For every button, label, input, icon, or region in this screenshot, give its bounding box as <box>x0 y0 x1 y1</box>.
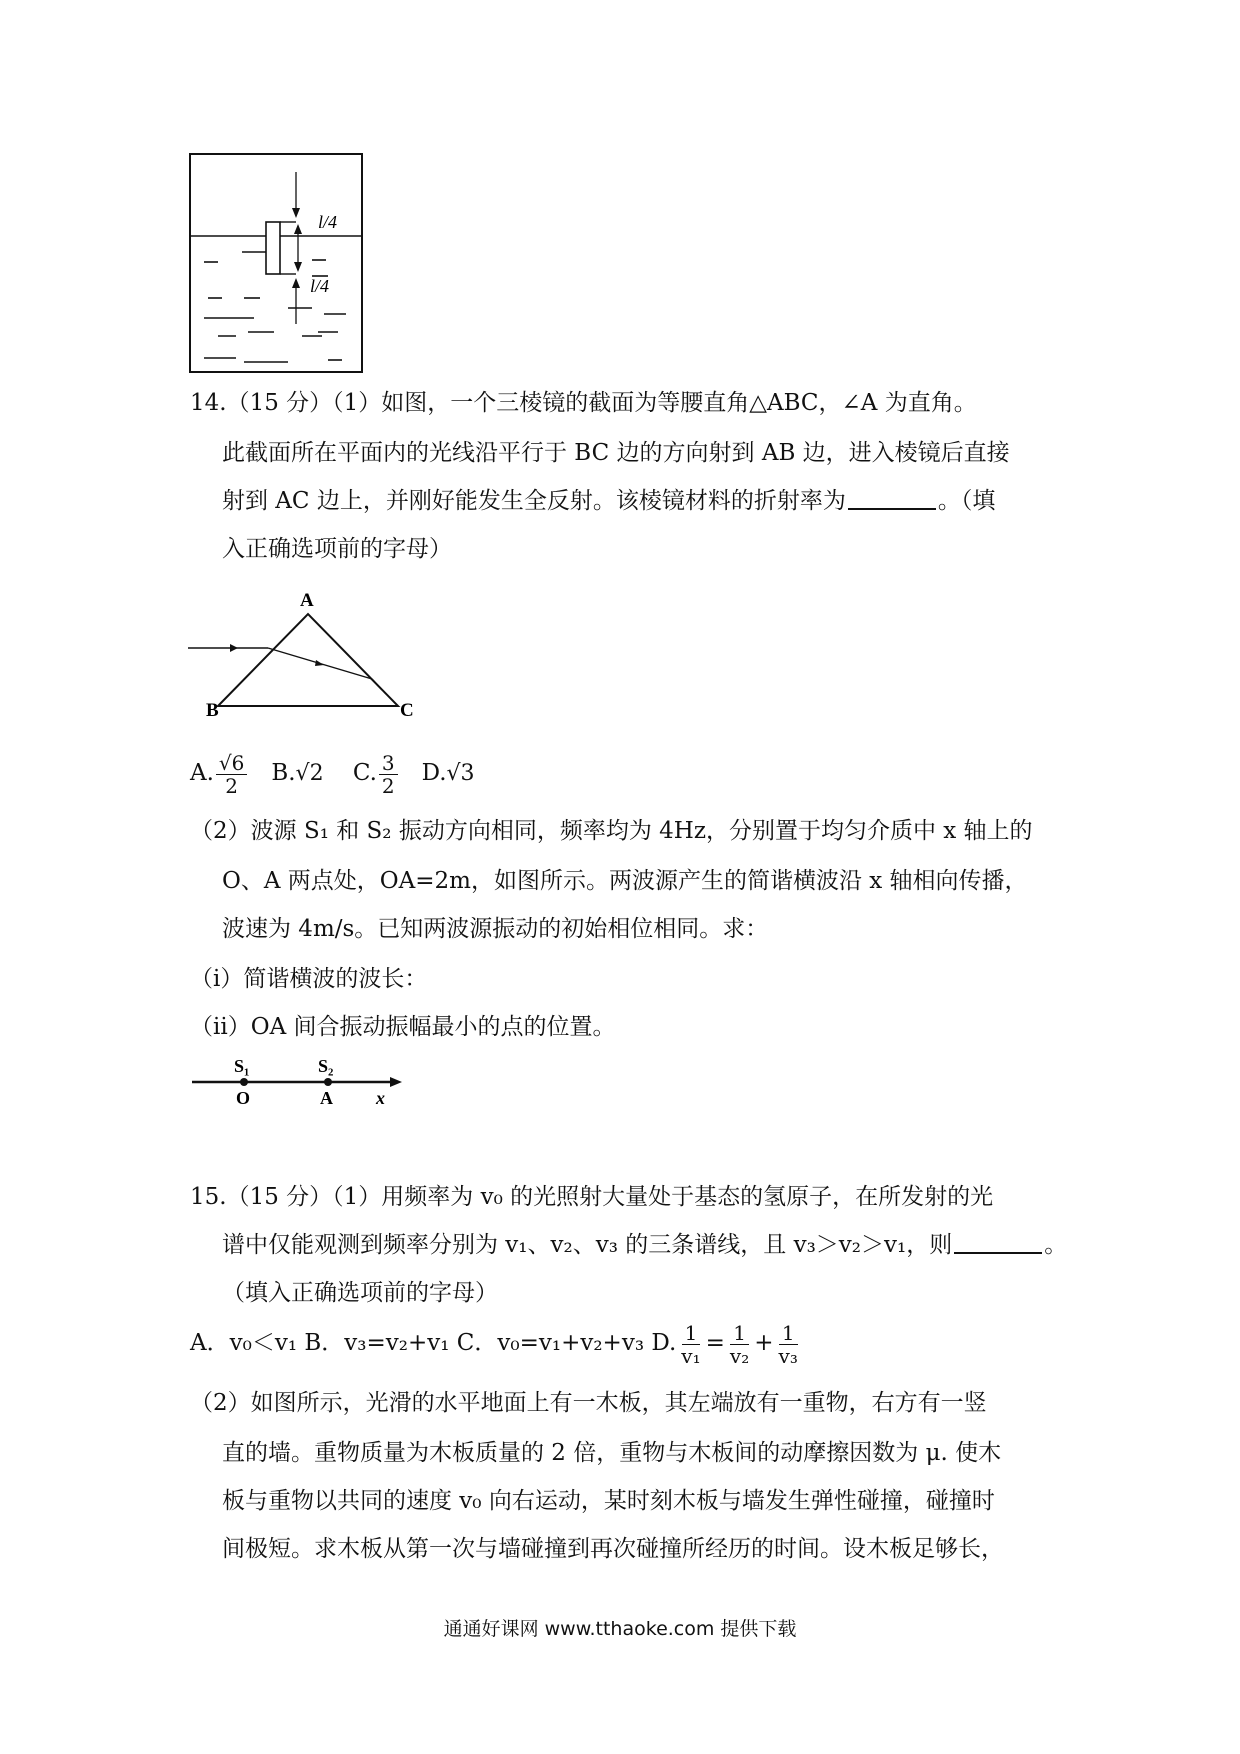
q15-option-c: C．v₀=v₁+v₂+v₃ <box>456 1330 645 1356</box>
q15-part2-label: （2） <box>190 1390 251 1416</box>
prism-vertex-c: C <box>400 700 414 718</box>
option-c-fraction <box>379 752 398 797</box>
q15-part2-text1: 如图所示，光滑的水平地面上有一木板，其左端放有一重物，右方有一竖 <box>250 1390 987 1416</box>
axis-label-a: A <box>320 1088 333 1108</box>
q15-part2-text3: 板与重物以共同的速度 v₀ 向右运动，某时刻木板与墙发生弹性碰撞，碰撞时 <box>222 1488 995 1514</box>
frac3-denominator: v₃ <box>778 1343 798 1368</box>
tube-label-bottom: l/4 <box>310 276 330 296</box>
q14-part2-line2 <box>222 864 1028 898</box>
q14-part2-label: （2） <box>190 818 251 844</box>
q15-points: （15 分） <box>226 1184 333 1210</box>
q14-points: （15 分） <box>226 390 333 416</box>
option-a-numerator: √6 <box>216 752 247 775</box>
option-a-fraction <box>216 752 247 797</box>
q15-text-line2b: 。 <box>1044 1232 1068 1258</box>
option-c-denominator: 2 <box>381 773 395 798</box>
tube-in-liquid-figure <box>188 152 366 376</box>
q15-part2-text2: 直的墙。重物质量为木板质量的 2 倍，重物与木板间的动摩擦因数为 μ. 使木 <box>222 1440 1002 1466</box>
q14-line2 <box>222 436 1010 470</box>
q14-part2-line3 <box>222 912 768 946</box>
option-c-numerator: 3 <box>379 752 398 775</box>
q15-part2-text4: 间极短。求木板从第一次与墙碰撞到再次碰撞所经历的时间。设木板足够长， <box>222 1536 1004 1562</box>
q14-line4 <box>222 532 452 566</box>
answer-blank <box>848 486 936 510</box>
frac1-denominator: v₁ <box>681 1343 701 1368</box>
option-c-label: C. <box>352 760 377 786</box>
frac2-denominator: v₂ <box>729 1343 750 1368</box>
q15-text-line2a: 谱中仅能观测到频率分别为 v₁、v₂、v₃ 的三条谱线，且 v₃＞v₂＞v₁，则 <box>222 1232 953 1258</box>
q14-part2-text2: O、A 两点处，OA=2m，如图所示。两波源产生的简谐横波沿 x 轴相向传播， <box>222 868 1028 894</box>
prism-vertex-a: A <box>300 590 314 611</box>
frac1-numerator: 1 <box>682 1322 701 1345</box>
q14-part2-text1: 波源 S₁ 和 S₂ 振动方向相同，频率均为 4Hz，分别置于均匀介质中 x 轴上的 <box>250 818 1033 844</box>
q14-sub-i-text: （i）简谐横波的波长： <box>190 966 428 992</box>
axis-label-o: O <box>236 1088 251 1108</box>
option-b-value: √2 <box>295 761 324 786</box>
q15-option-d-label: D. <box>651 1330 677 1356</box>
q15-option-b: B．v₃=v₂+v₁ <box>304 1330 450 1356</box>
q15-option-d-frac1 <box>678 1322 703 1367</box>
q14-number: 14. <box>190 390 227 416</box>
q15-part2-line1 <box>190 1386 987 1420</box>
q14-line3 <box>222 484 995 518</box>
q14-line1 <box>190 386 977 420</box>
option-b-label: B. <box>271 760 296 786</box>
q15-options <box>190 1314 803 1372</box>
axis-label-s1: S₁ <box>234 1056 250 1076</box>
q14-text-line2: 此截面所在平面内的光线沿平行于 BC 边的方向射到 AB 边，进入棱镜后直接 <box>222 440 1010 466</box>
q14-text-line3b: 。（填 <box>937 488 996 514</box>
axis-label-s2: S₂ <box>318 1056 334 1076</box>
q15-part2-line4 <box>222 1532 1004 1566</box>
axis-label-x: x <box>376 1088 385 1108</box>
option-d-label: D. <box>421 760 447 786</box>
answer-blank <box>954 1230 1042 1254</box>
q14-text-line4: 入正确选项前的字母） <box>222 536 452 562</box>
q14-text-line3a: 射到 AC 边上，并刚好能发生全反射。该棱镜材料的折射率为 <box>222 488 846 514</box>
q15-line2 <box>222 1228 1067 1262</box>
q15-option-d-equals: = <box>705 1330 725 1356</box>
prism-vertex-b: B <box>206 700 219 718</box>
q15-option-a: A．v₀＜v₁ <box>190 1330 298 1356</box>
tube-label-top: l/4 <box>318 212 338 232</box>
q15-number: 15. <box>190 1184 227 1210</box>
frac2-numerator: 1 <box>730 1322 749 1345</box>
q14-sub-ii-text: （ii）OA 间合振动振幅最小的点的位置。 <box>190 1014 616 1040</box>
q14-text-line1: 如图，一个三棱镜的截面为等腰直角△ABC，∠A 为直角。 <box>381 390 977 416</box>
q14-options <box>190 748 475 799</box>
frac3-numerator: 1 <box>779 1322 798 1345</box>
option-a-label: A. <box>190 760 214 786</box>
q15-part2-line2 <box>222 1436 1001 1470</box>
page-footer: 通通好课网 www.tthaoke.com 提供下载 <box>443 1618 797 1640</box>
prism-figure <box>188 586 428 718</box>
q14-part1-label: （1） <box>332 390 382 416</box>
q15-line1 <box>190 1180 993 1214</box>
q14-sub-ii <box>190 1010 616 1044</box>
q14-sub-i <box>190 962 427 996</box>
q14-part2-text3: 波速为 4m/s。已知两波源振动的初始相位相同。求： <box>222 916 769 942</box>
q15-part1-label: （1） <box>332 1184 382 1210</box>
q15-text-line3: （填入正确选项前的字母） <box>222 1280 498 1306</box>
q15-option-d-plus: + <box>754 1330 774 1356</box>
q14-part2-line1 <box>190 814 1033 848</box>
option-d-value: √3 <box>446 761 475 786</box>
q15-option-d-frac2 <box>727 1322 752 1367</box>
q15-part2-line3 <box>222 1484 995 1518</box>
q15-option-d-frac3 <box>776 1322 801 1367</box>
q15-text-line1: 用频率为 v₀ 的光照射大量处于基态的氢原子，在所发射的光 <box>381 1184 994 1210</box>
option-a-denominator: 2 <box>225 773 239 798</box>
wave-source-axis-figure <box>190 1052 410 1112</box>
q15-line3 <box>222 1276 498 1310</box>
